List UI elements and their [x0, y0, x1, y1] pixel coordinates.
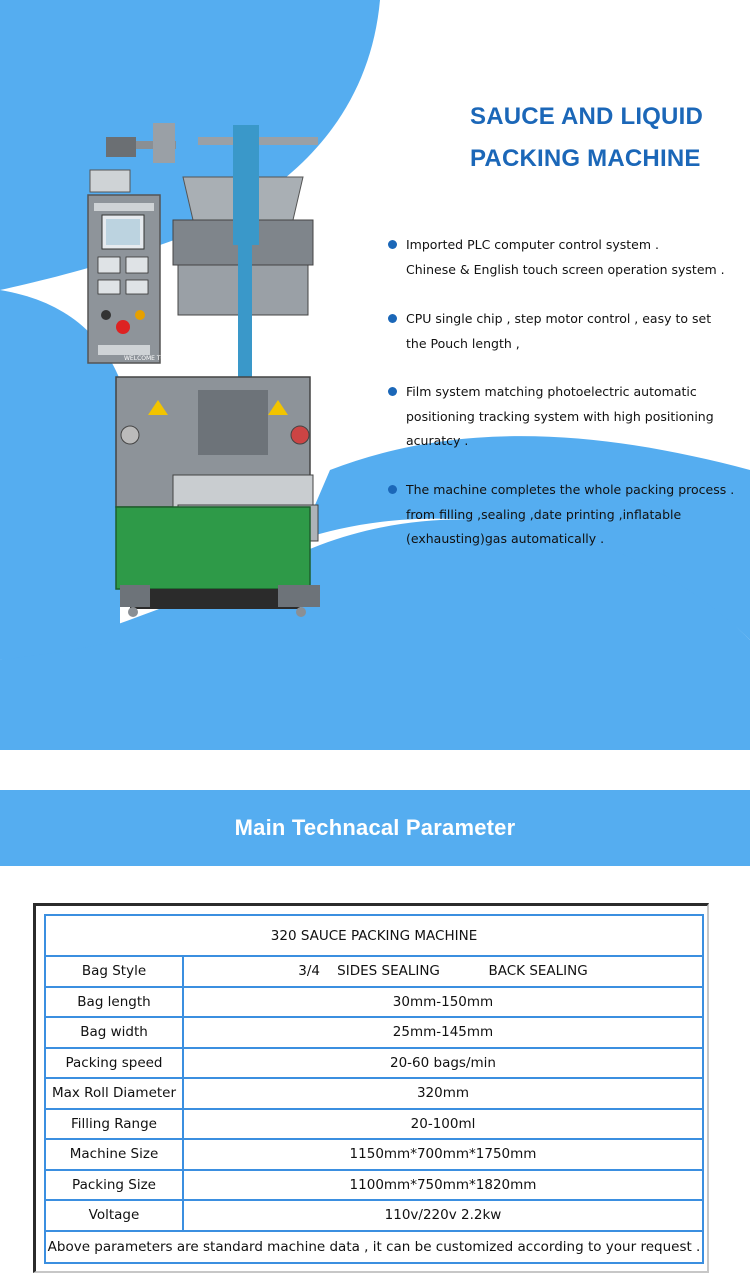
bullet-icon: [388, 240, 397, 249]
table-row: [45, 1109, 703, 1140]
feature-line: the Pouch length ,: [406, 335, 520, 351]
param-value: [183, 956, 703, 987]
param-value: 20-60 bags/min: [183, 1048, 703, 1079]
param-label: Bag length: [45, 987, 183, 1018]
section-title: Main Technacal Parameter: [234, 815, 516, 840]
param-value: 20-100ml: [183, 1109, 703, 1140]
param-value: 110v/220v 2.2kw: [183, 1200, 703, 1231]
param-value: 1150mm*700mm*1750mm: [183, 1139, 703, 1170]
feature-line: The machine completes the whole packing process .: [406, 482, 735, 497]
table-row: [45, 1200, 703, 1231]
table-row: [45, 1139, 703, 1170]
panel-label: WELCOME TO USE: [124, 355, 180, 362]
feature-line: Film system matching photoelectric automatic: [406, 384, 697, 399]
table-row: [45, 987, 703, 1018]
hero-title-line-1: SAUCE AND LIQUID: [470, 103, 703, 130]
feature-line: Chinese & English touch screen operation system .: [406, 261, 725, 277]
feature-line: Imported PLC computer control system .: [406, 237, 659, 252]
table-footer-row: [45, 1231, 703, 1263]
motor: [106, 137, 136, 157]
feature-line: CPU single chip , step motor control , easy to set: [406, 311, 712, 326]
hero-title-line-2: PACKING MACHINE: [470, 145, 701, 172]
bag-style-option: 3/4 SIDES SEALING: [298, 963, 440, 980]
param-label: Machine Size: [45, 1139, 183, 1170]
param-label: Bag width: [45, 1017, 183, 1048]
param-label: Max Roll Diameter: [45, 1078, 183, 1109]
packing-machine-image: [78, 115, 348, 645]
param-value: 25mm-145mm: [183, 1017, 703, 1048]
table-header-row: [45, 915, 703, 956]
param-value: 1100mm*750mm*1820mm: [183, 1170, 703, 1201]
table-row: [45, 1017, 703, 1048]
param-value: 30mm-150mm: [183, 987, 703, 1018]
table-header: 320 SAUCE PACKING MACHINE: [45, 915, 703, 956]
param-label: Filling Range: [45, 1109, 183, 1140]
param-label: Bag Style: [45, 956, 183, 987]
parameter-table: [44, 914, 704, 1264]
param-label: Packing Size: [45, 1170, 183, 1201]
feature-line: from filling ,sealing ,date printing ,inflatable: [406, 506, 682, 522]
param-label: Voltage: [45, 1200, 183, 1231]
table-row: [45, 1078, 703, 1109]
table-row: [45, 956, 703, 987]
bullet-icon: [388, 485, 397, 494]
param-value: 320mm: [183, 1078, 703, 1109]
table-footer-note: Above parameters are standard machine data , it can be customized according to your request .: [45, 1231, 703, 1263]
hero-title: [470, 96, 740, 180]
table-row: [45, 1048, 703, 1079]
table-row: [45, 1170, 703, 1201]
feature-line: (exhausting)gas automatically .: [406, 531, 605, 546]
section-header-band: [0, 790, 750, 866]
param-label: Packing speed: [45, 1048, 183, 1079]
feature-line: positioning tracking system with high positioning: [406, 408, 714, 424]
bullet-icon: [388, 387, 397, 396]
parameter-table-frame: [33, 903, 709, 1273]
feature-line: acuratcy .: [406, 433, 469, 448]
bag-style-option: BACK SEALING: [488, 963, 588, 980]
bullet-icon: [388, 314, 397, 323]
